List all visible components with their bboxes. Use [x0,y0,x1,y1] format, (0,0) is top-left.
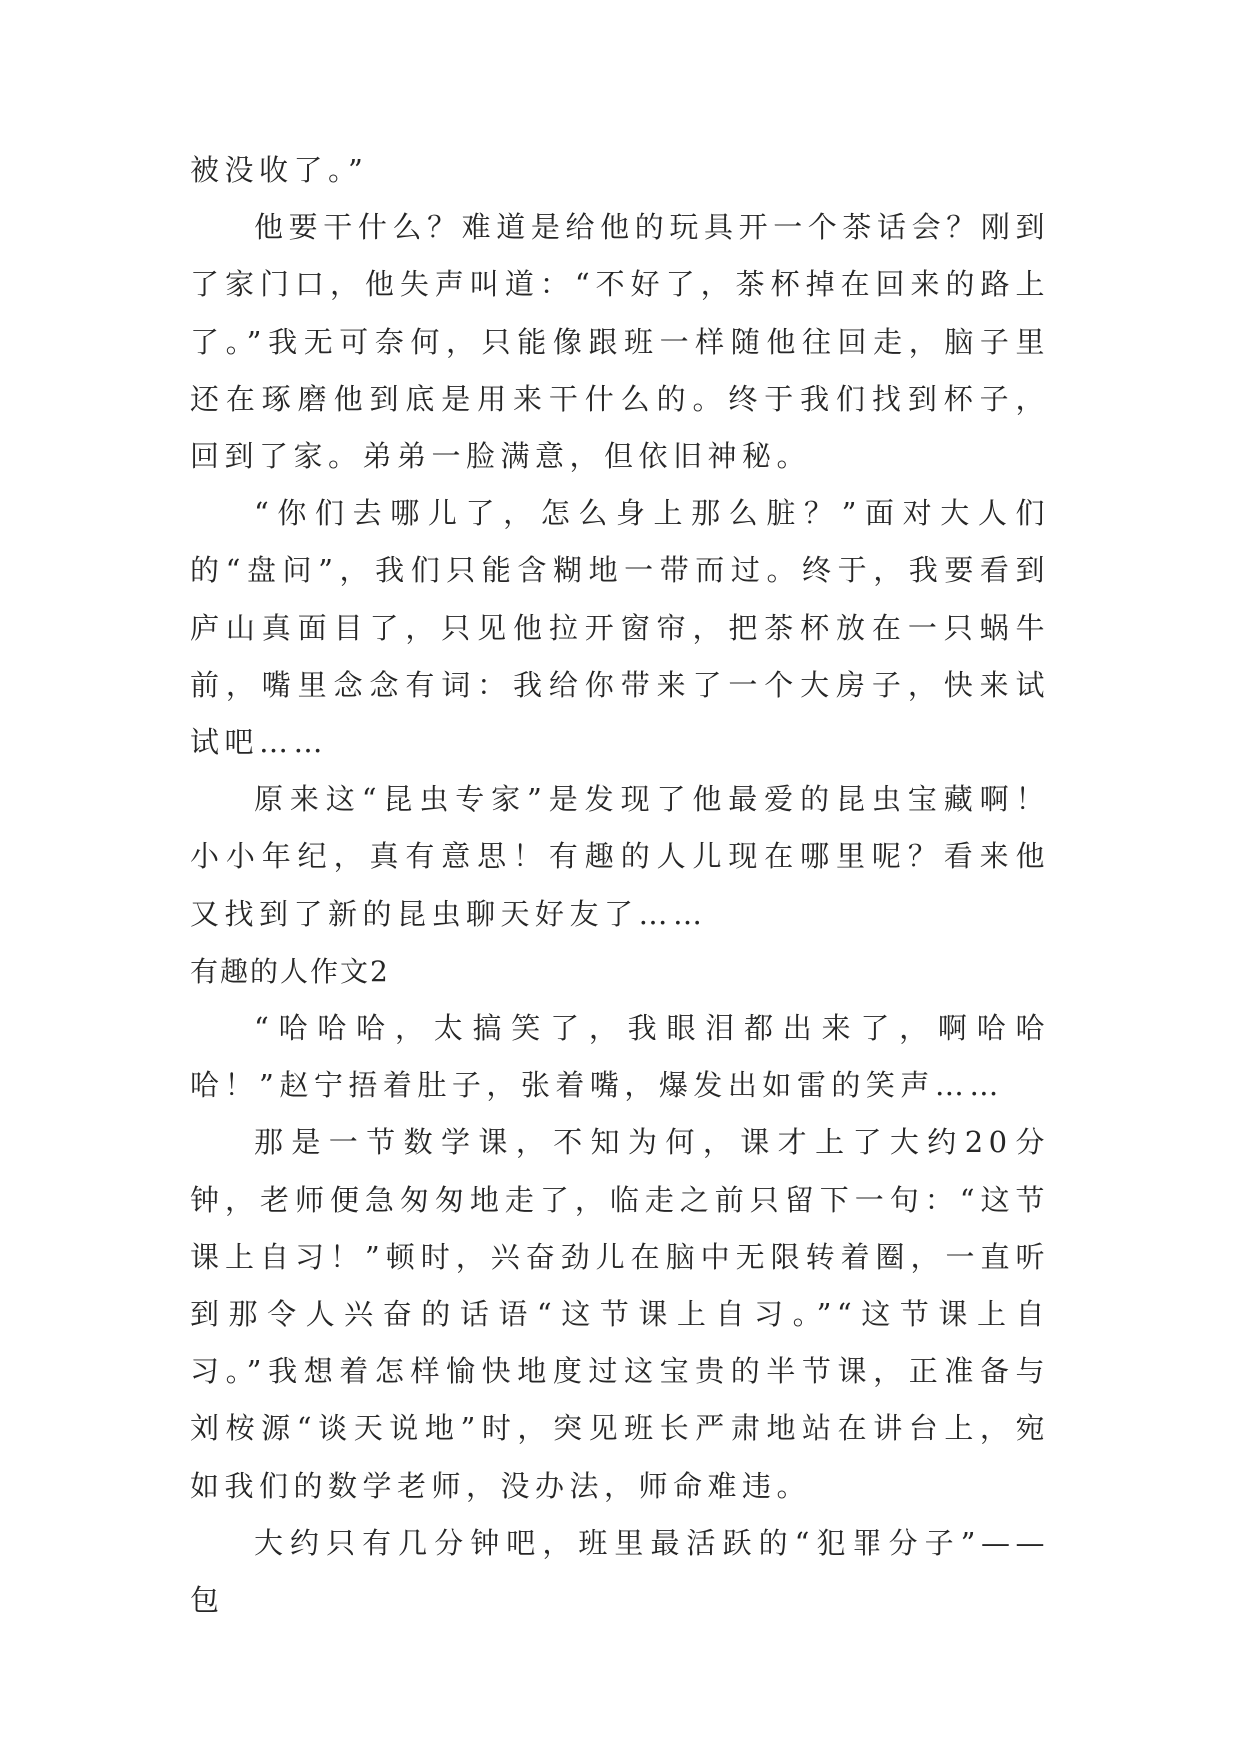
document-page [190,142,1050,1629]
paragraph-3: “你们去哪儿了，怎么身上那么脏？”面对大人们的“盘问”，我们只能含糊地一带而过。终于，我要看到庐山真面目了，只见他拉开窗帘，把茶杯放在一只蜗牛前，嘴里念念有词：我给你带来了一个大房子，快来试试吧…… [190,496,1050,760]
paragraph-6: 那是一节数学课，不知为何，课才上了大约20分钟，老师便急匆匆地走了，临走之前只留下一句：“这节课上自习！”顿时，兴奋劲儿在脑中无限转着圈，一直听到那令人兴奋的话语“这节课上自习。”“这节课上自习。”我想着怎样愉快地度过这宝贵的半节课，正准备与刘桉源“谈天说地”时，突见班长严肃地站在讲台上，宛如我们的数学老师，没办法，师命难违。 [190,1125,1050,1503]
paragraph-1: 被没收了。” [190,153,369,187]
paragraph-2: 他要干什么？难道是给他的玩具开一个茶话会？刚到了家门口，他失声叫道：“不好了，茶杯掉在回来的路上了。”我无可奈何，只能像跟班一样随他往回走，脑子里还在琢磨他到底是用来干什么的。终于我们找到杯子，回到了家。弟弟一脸满意，但依旧神秘。 [190,210,1050,474]
paragraph-7: 大约只有几分钟吧，班里最活跃的“犯罪分子”——包 [190,1525,1050,1618]
section-heading: 有趣的人作文2 [190,954,390,988]
paragraph-4: 原来这“昆虫专家”是发现了他最爱的昆虫宝藏啊！小小年纪，真有意思！有趣的人儿现在哪里呢？看来他又找到了新的昆虫聊天好友了…… [190,782,1050,931]
paragraph-5: “哈哈哈，太搞笑了，我眼泪都出来了，啊哈哈哈！”赵宁捂着肚子，张着嘴，爆发出如雷的笑声…… [190,1011,1050,1103]
